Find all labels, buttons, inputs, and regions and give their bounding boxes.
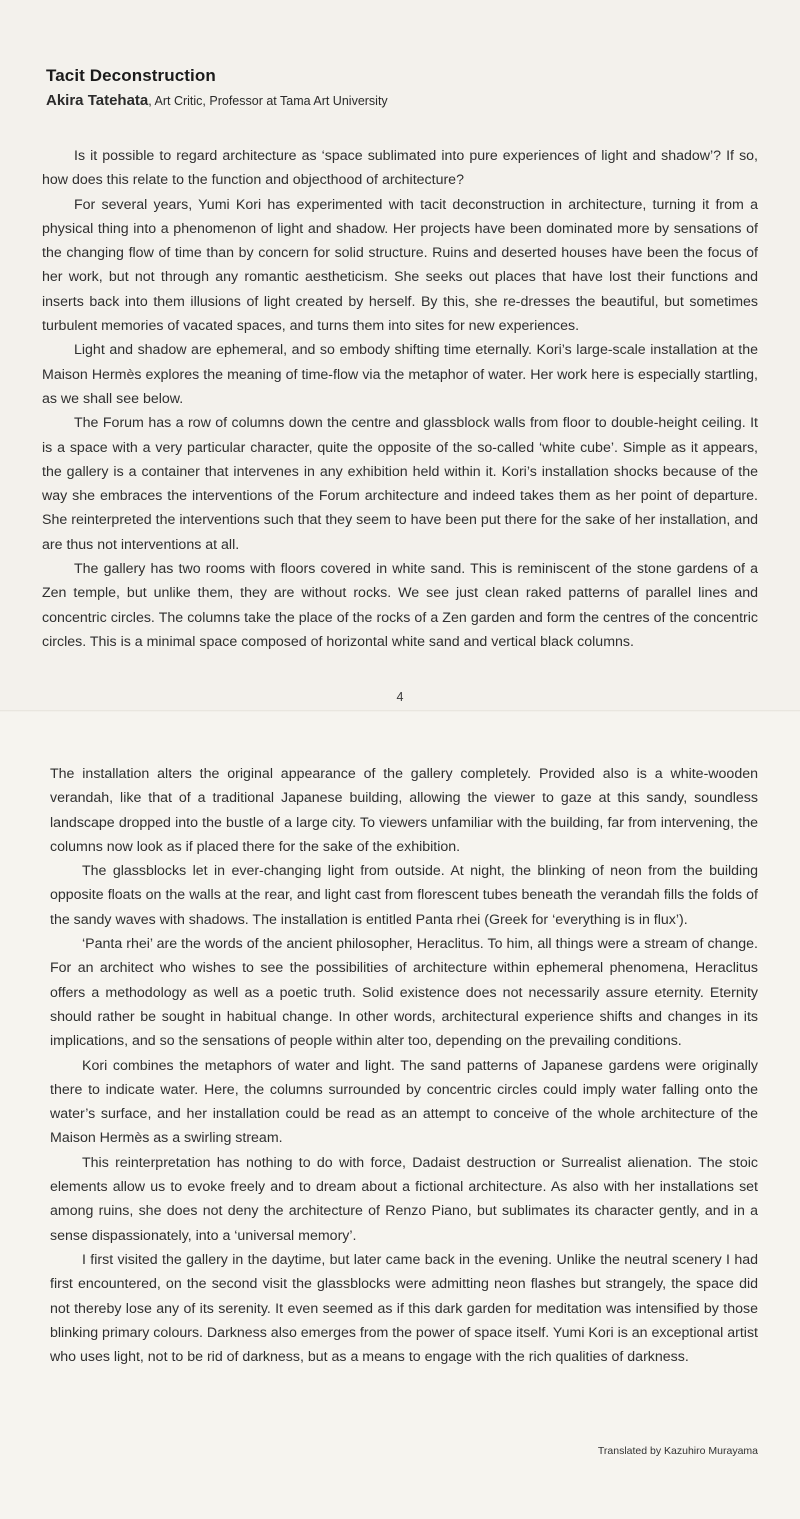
- paragraph: Is it possible to regard architecture as ‘space sublimated into pure experiences of light and shadow’? If so, how does this relate to the function and objecthood of architecture?: [42, 148, 758, 189]
- paragraph: This reinterpretation has nothing to do with force, Dadaist destruction or Surrealist alienation. The stoic elements allow us to evoke freely and to dream about a fictional architecture. As also with her installations set among ruins, she does not deny the architecture of Renzo Piano, but sublimates its character gently, and in a sense dispassionately, into a ‘universal memory’.: [50, 1154, 758, 1244]
- paragraph: ‘Panta rhei’ are the words of the ancient philosopher, Heraclitus. To him, all things were a stream of change. For an architect who wishes to see the possibilities of architecture within ephemeral phenomena, Heraclitus offers a methodology as well as a poetic truth. Solid existence does not necessarily assure eternity. Eternity should rather be sought in habitual change. In other words, architectural experience shifts and changes in its implications, and so the sensations of people within alter too, depending on the prevailing conditions.: [50, 936, 758, 1050]
- paragraph: The glassblocks let in ever-changing light from outside. At night, the blinking of neon from the building opposite floats on the walls at the rear, and light cast from florescent tubes beneath the verandah fills the folds of the sandy waves with shadows. The installation is entitled Panta rhei (Greek for ‘everything is in flux’).: [50, 863, 758, 928]
- article-title: Tacit Deconstruction: [46, 66, 216, 85]
- translation-credit: Translated by Kazuhiro Murayama: [597, 1445, 758, 1457]
- paragraph: Kori combines the metaphors of water and light. The sand patterns of Japanese gardens were originally there to indicate water. Here, the columns surrounded by concentric circles could imply water falling onto the water’s surface, and her installation could be read as an attempt to conceive of the whole architecture of the Maison Hermès as a swirling stream.: [50, 1057, 758, 1147]
- author-role: , Art Critic, Professor at Tama Art University: [148, 94, 388, 108]
- paragraph: Light and shadow are ephemeral, and so embody shifting time eternally. Kori’s large-scale installation at the Maison Hermès explores the meaning of time-flow via the metaphor of water. Her work here is especially startling, as we shall see below.: [42, 342, 758, 407]
- article-byline: [46, 92, 388, 109]
- page-number: 4: [396, 690, 404, 704]
- paragraph: The installation alters the original appearance of the gallery completely. Provided also is a white-wooden verandah, like that of a traditional Japanese building, allowing the viewer to gaze at this sandy, soundless landscape dropped into the bustle of a large city. To viewers unfamiliar with the building, far from intervening, the columns now look as if placed there for the sake of the exhibition.: [50, 766, 758, 855]
- paragraph: I first visited the gallery in the daytime, but later came back in the evening. Unlike the neutral scenery I had first encountered, on the second visit the glassblocks were admitting neon flashes but strangely, the space did not thereby lose any of its serenity. It even seemed as if this dark garden for meditation was intensified by those blinking primary colours. Darkness also emerges from the power of space itself. Yumi Kori is an exceptional artist who uses light, not to be rid of darkness, but as a means to engage with the rich qualities of darkness.: [50, 1251, 758, 1366]
- page-bottom: [0, 712, 800, 1519]
- paragraph: The gallery has two rooms with floors covered in white sand. This is reminiscent of the stone gardens of a Zen temple, but unlike them, they are without rocks. We see just clean raked patterns of parallel lines and concentric circles. The columns take the place of the rocks of a Zen garden and form the centres of the concentric circles. This is a minimal space composed of horizontal white sand and vertical black columns.: [42, 561, 758, 650]
- body-text-bottom: [50, 762, 758, 1369]
- paragraph: For several years, Yumi Kori has experimented with tacit deconstruction in architecture, turning it from a physical thing into a phenomenon of light and shadow. Her projects have been dominated more by sensations of the changing flow of time than by concern for solid structure. Ruins and deserted houses have been the focus of her work, but not through any romantic aestheticism. She seeks out places that have lost their functions and inserts back into them illusions of light created by herself. By this, she re-dresses the beautiful, but sometimes turbulent memories of vacated spaces, and turns them into sites for new experiences.: [42, 196, 758, 335]
- body-text-top: [42, 144, 758, 654]
- author-name: Akira Tatehata: [46, 92, 149, 109]
- page-top: [0, 0, 800, 712]
- paragraph: The Forum has a row of columns down the centre and glassblock walls from floor to double-height ceiling. It is a space with a very particular character, quite the opposite of the so-called ‘white cube’. Simple as it appears, the gallery is a container that intervenes in any exhibition held within it. Kori’s installation shocks because of the way she embraces the interventions of the Forum architecture and indeed takes them as her point of departure. She reinterpreted the interventions such that they seem to have been put there for the sake of her installation, and are thus not interventions at all.: [42, 415, 758, 553]
